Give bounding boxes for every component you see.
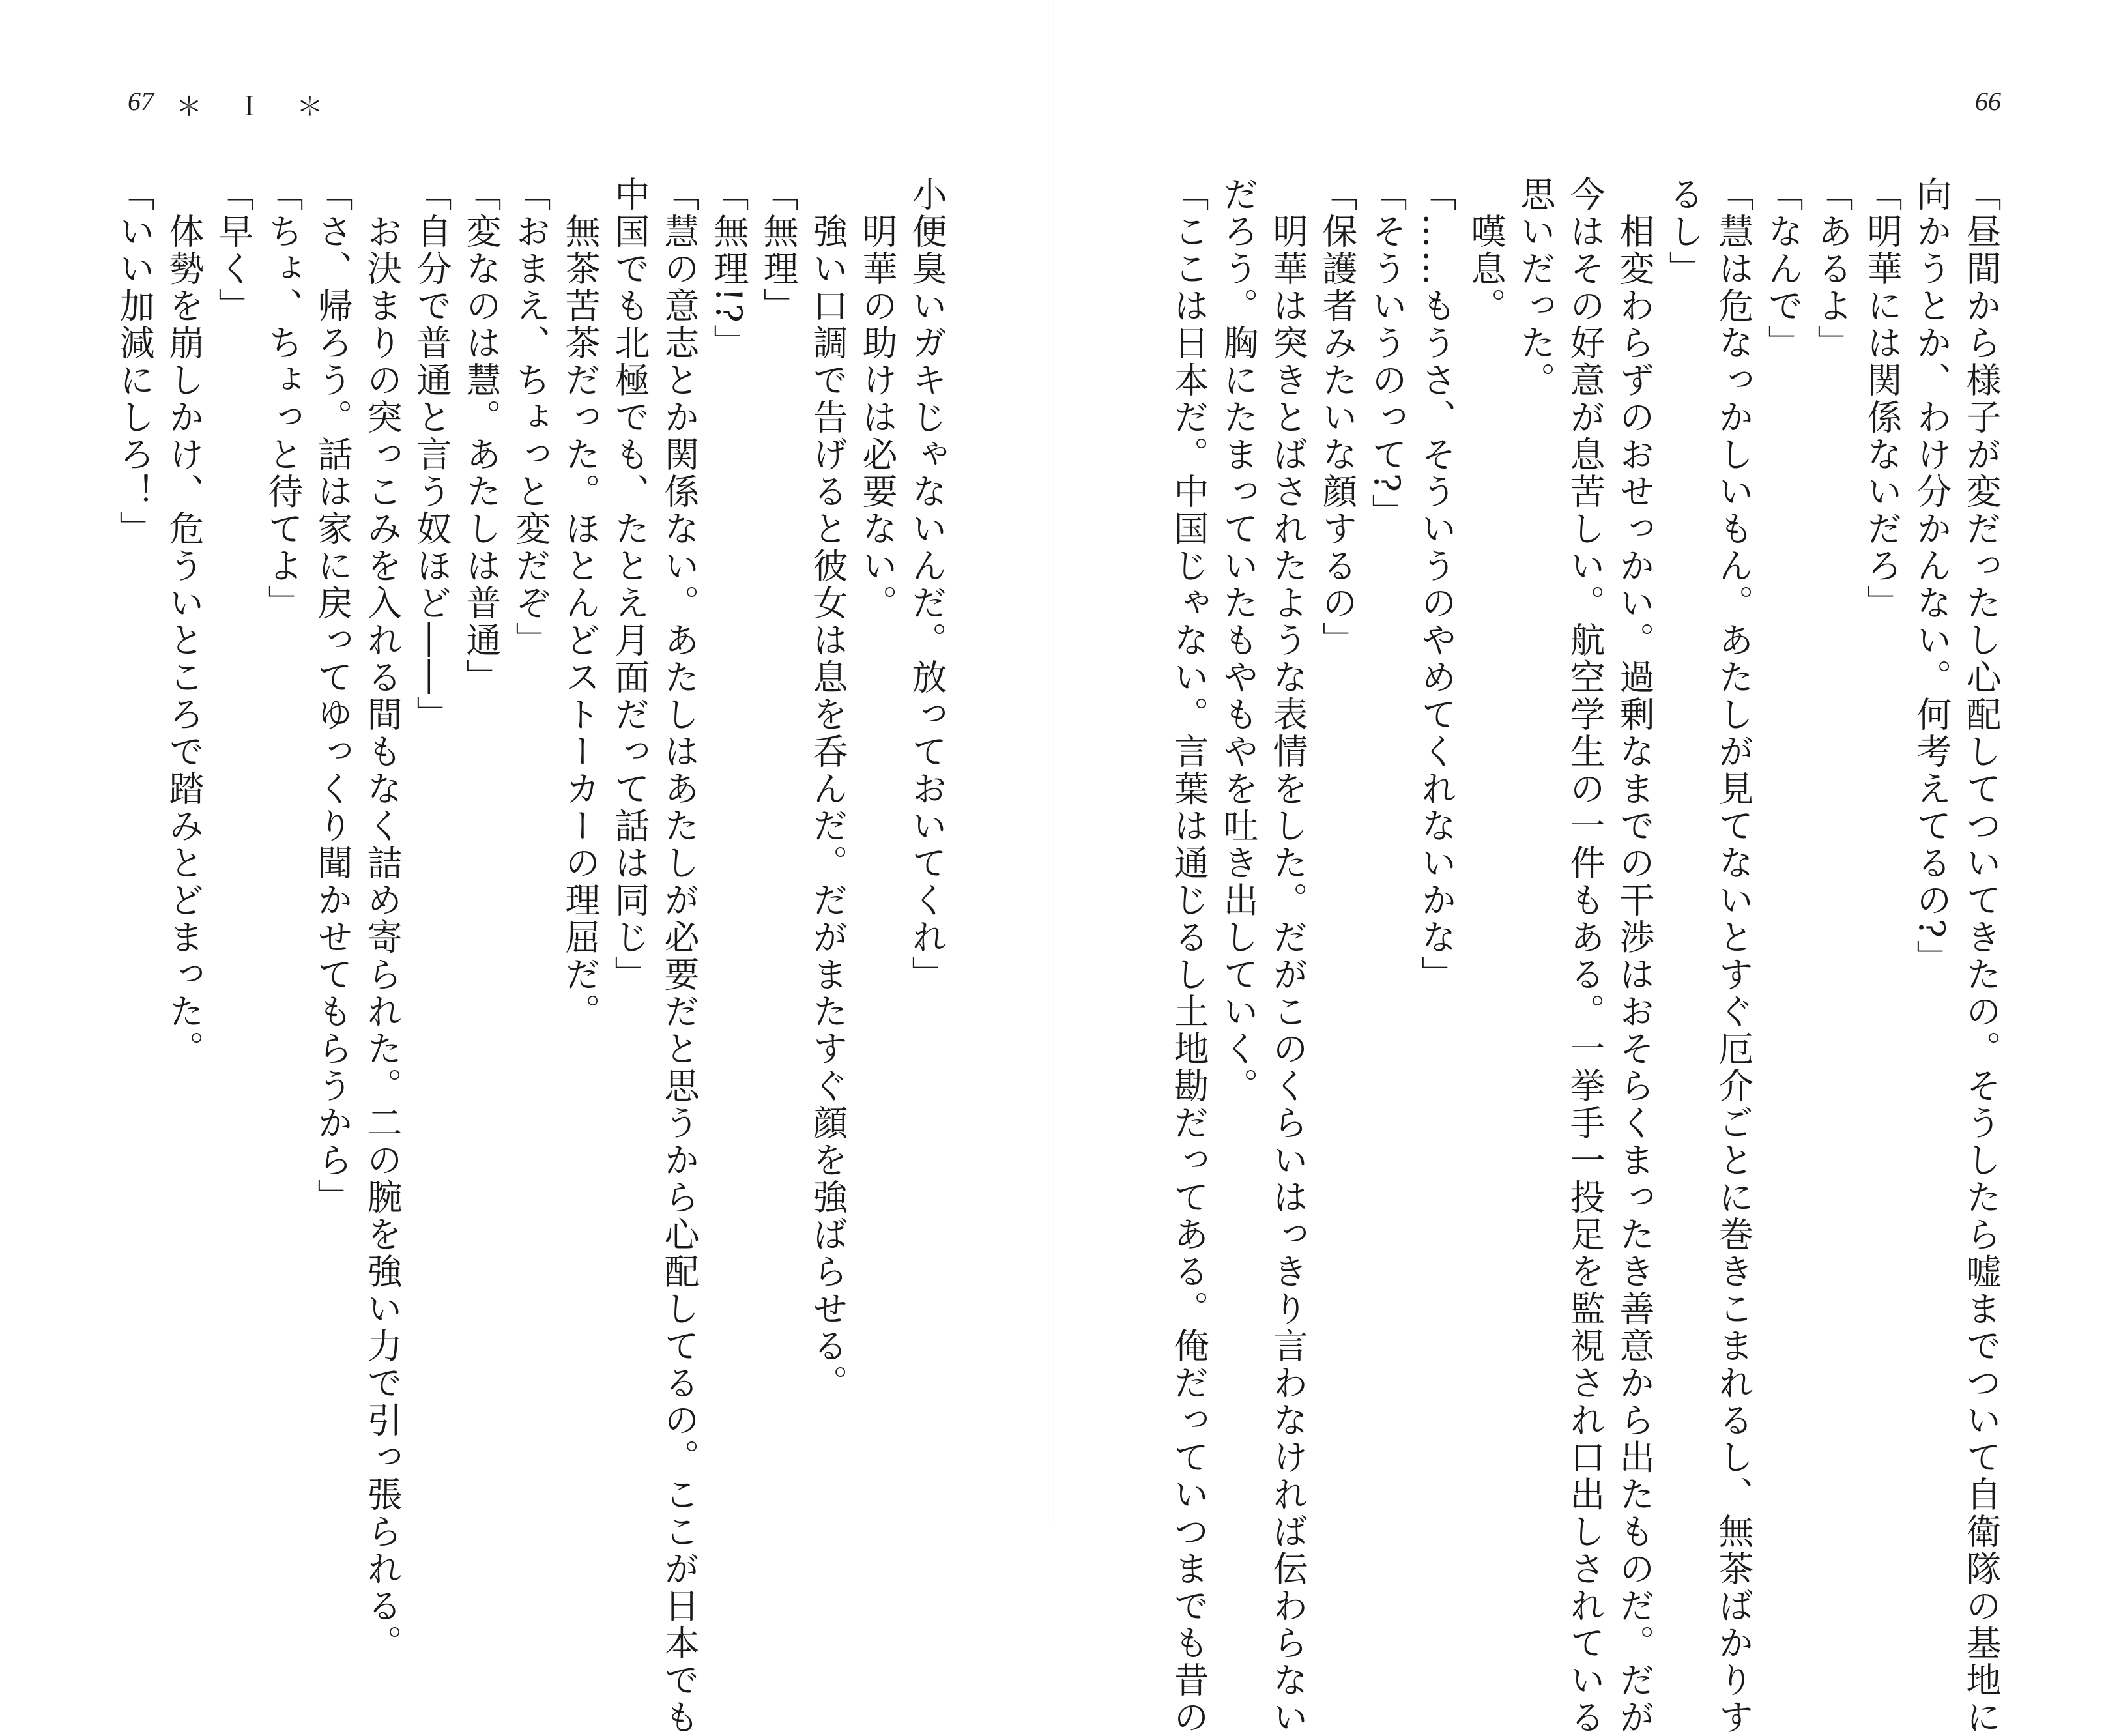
- left-page-line: 強い口調で告げると彼女は息を呑んだ。だがまたすぐ顔を強ばらせる。: [807, 176, 848, 1402]
- left-page-line: 無茶苦茶だった。ほとんどストーカーの理屈だ。: [560, 176, 601, 1030]
- right-page-line: 「昼間から様子が変だったし心配してついてきたの。そうしたら嘘までついて自衛隊の基地に: [1961, 176, 2002, 1736]
- left-page-line: 小便臭いガキじゃないんだ。放っておいてくれ」: [906, 176, 947, 993]
- right-page-line: るし」: [1664, 176, 1705, 287]
- left-page-line: 「自分で普通と言う奴ほど――」: [411, 176, 452, 733]
- left-running-header: ＊ Ｉ ＊: [176, 92, 336, 122]
- right-page-line: 嘆息。: [1465, 176, 1507, 325]
- left-page-line: 「いい加減にしろ！」: [114, 176, 155, 547]
- right-page-line: 「明華には関係ないだろ」: [1862, 176, 1903, 622]
- right-page-line: 「ここは日本だ。中国じゃない。言葉は通じるし土地勘だってある。俺だっていつまでも昔の: [1168, 176, 1209, 1736]
- left-page-line: 中国でも北極でも、たとえ月面だって話は同じ」: [609, 176, 650, 993]
- left-page-number: 67: [128, 87, 154, 116]
- right-page-line: 今はその好意が息苦しい。航空学生の一件もある。一挙手一投足を監視され口出しされている: [1565, 176, 1606, 1736]
- right-page-number: 66: [1975, 87, 2001, 116]
- right-page-line: 相変わらずのおせっかい。過剰なまでの干渉はおそらくまったき善意から出たものだ。だが: [1614, 176, 1655, 1736]
- left-page-line: お決まりの突っこみを入れる間もなく詰め寄られた。二の腕を強い力で引っ張られる。: [362, 176, 403, 1662]
- left-page-line: 「早く」: [213, 176, 254, 325]
- right-page-line: 「……もうさ、そういうのやめてくれないかな」: [1416, 176, 1457, 993]
- right-page-line: 「あるよ」: [1812, 176, 1853, 362]
- page-gutter: [1053, 0, 1054, 1523]
- left-page-line: 「さ、帰ろう。話は家に戻ってゆっくり聞かせてもらうから」: [312, 176, 353, 1216]
- left-page-line: 「ちょ、ちょっと待てよ」: [263, 176, 304, 622]
- left-page-line: 体勢を崩しかけ、危ういところで踏みとどまった。: [164, 176, 205, 1067]
- left-page-line: 「おまえ、ちょっと変だぞ」: [510, 176, 551, 659]
- left-page-line: 「無理」: [758, 176, 799, 325]
- right-page-line: だろう。胸にたまっていたもやもやを吐き出していく。: [1218, 176, 1259, 1105]
- right-page-line: 思いだった。: [1515, 176, 1556, 399]
- right-page-line: 向かうとか、わけ分かんない。何考えてるの?」: [1911, 176, 1952, 977]
- right-page-line: 「保護者みたいな顔するの」: [1317, 176, 1358, 659]
- right-page-line: 「そういうのって?」: [1366, 176, 1407, 531]
- right-page-line: 「なんで」: [1763, 176, 1804, 362]
- right-page-line: 「慧は危なっかしいもん。あたしが見てないとすぐ厄介ごとに巻きこまれるし、無茶ばかりす: [1713, 176, 1754, 1736]
- left-page-line: 「慧の意志とか関係ない。あたしはあたしが必要だと思うから心配してるの。ここが日本でも: [659, 176, 700, 1736]
- right-page-line: 明華は突きとばされたような表情をした。だがこのくらいはっきり言わなければ伝わらない: [1267, 176, 1308, 1736]
- left-page-line: 「変なのは慧。あたしは普通」: [461, 176, 502, 696]
- left-page-line: 「無理!?」: [708, 176, 749, 362]
- left-page-line: 明華の助けは必要ない。: [857, 176, 898, 622]
